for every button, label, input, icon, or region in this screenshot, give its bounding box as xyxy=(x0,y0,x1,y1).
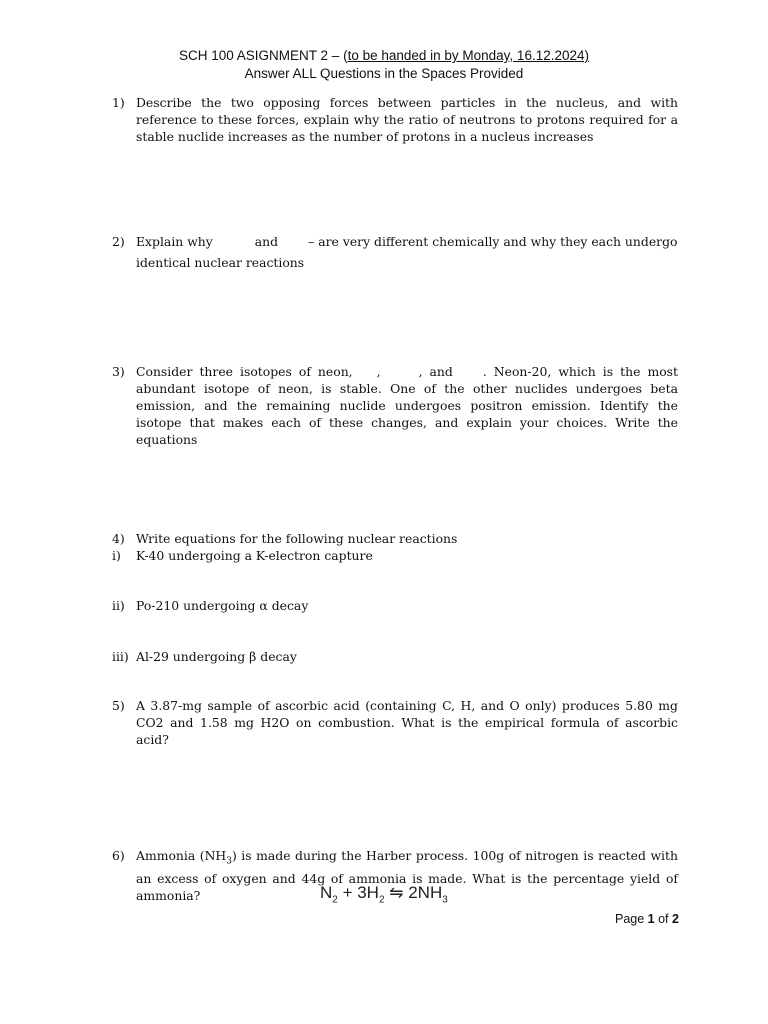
question-5-text: A 3.87-mg sample of ascorbic acid (containing C, H, and O only) produces 5.80 mg CO2 and 1.58 mg H2O on combustion. What is the empirical formula of ascorbic acid? xyxy=(136,698,678,747)
question-3-text: Consider three isotopes of neon, , , and . Neon-20, which is the most abundant isotope of neon, is stable. One of the other nuclides undergoes beta emission, and the remaining nuclide undergoes positron emission. Identify the isotope that makes each of these changes, and explain your choices. Write the equations xyxy=(136,364,678,447)
question-1-text: Describe the two opposing forces between particles in the nucleus, and with reference to these forces, explain why the ratio of neutrons to protons required for a stable nuclide increases as the number of protons in a nucleus increases xyxy=(136,95,678,144)
question-4-iii: iii) Al-29 undergoing β decay xyxy=(112,649,297,664)
question-3: 3) Consider three isotopes of neon, , , and . Neon-20, which is the most abundant isotope of neon, is stable. One of the other nuclides undergoes beta emission, and the remaining nuclide undergoes positron emission. Identify the isotope that makes each of these changes, and explain your choices. Write the equations xyxy=(112,364,678,447)
question-6: 6) Ammonia $(NH_3)$ is made during the Harber process. 100g of nitrogen is reacted with an excess of oxygen and 44g of ammonia is made. What is the percentage yield of ammonia? xyxy=(112,848,678,904)
page-number: Page 1 of 2 xyxy=(615,912,679,926)
assignment-instructions: Answer ALL Questions in the Spaces Provided xyxy=(244,66,524,81)
question-2-text: Explain why and – are very different chemically and why they each undergo identical nuclear reactions xyxy=(136,234,678,270)
question-6-text: Ammonia $(NH_3)$ is made during the Harber process. 100g of nitrogen is reacted with an excess of oxygen and 44g of ammonia is made. What is the percentage yield of ammonia? xyxy=(136,848,678,904)
question-4-ii: ii) Po-210 undergoing α decay xyxy=(112,598,309,613)
question-2: 2) Explain why and – are very different chemically and why they each undergo identical nuclear reactions xyxy=(112,231,678,273)
question-4: 4) Write equations for the following nuclear reactions xyxy=(112,530,678,547)
question-1: 1) Describe the two opposing forces between particles in the nucleus, and with reference to these forces, explain why the ratio of neutrons to protons required for a stable nuclide increases as the number of protons in a nucleus increases xyxy=(112,95,678,144)
question-4-i: i) K-40 undergoing a K-electron capture xyxy=(112,548,373,563)
question-5: 5) A 3.87-mg sample of ascorbic acid (containing C, H, and O only) produces 5.80 mg CO2 and 1.58 mg H2O on combustion. What is the empirical formula of ascorbic acid? xyxy=(112,698,678,747)
assignment-title: SCH 100 ASIGNMENT 2 – (to be handed in by Monday, 16.12.2024) xyxy=(179,48,589,63)
due-date: to be handed in by Monday, 16.12.2024) xyxy=(347,48,589,63)
ammonia-equation: $N_2 + 3H_2$ ⇋ $2NH_3$ xyxy=(320,883,448,906)
question-4-text: Write equations for the following nuclear reactions xyxy=(136,531,458,546)
